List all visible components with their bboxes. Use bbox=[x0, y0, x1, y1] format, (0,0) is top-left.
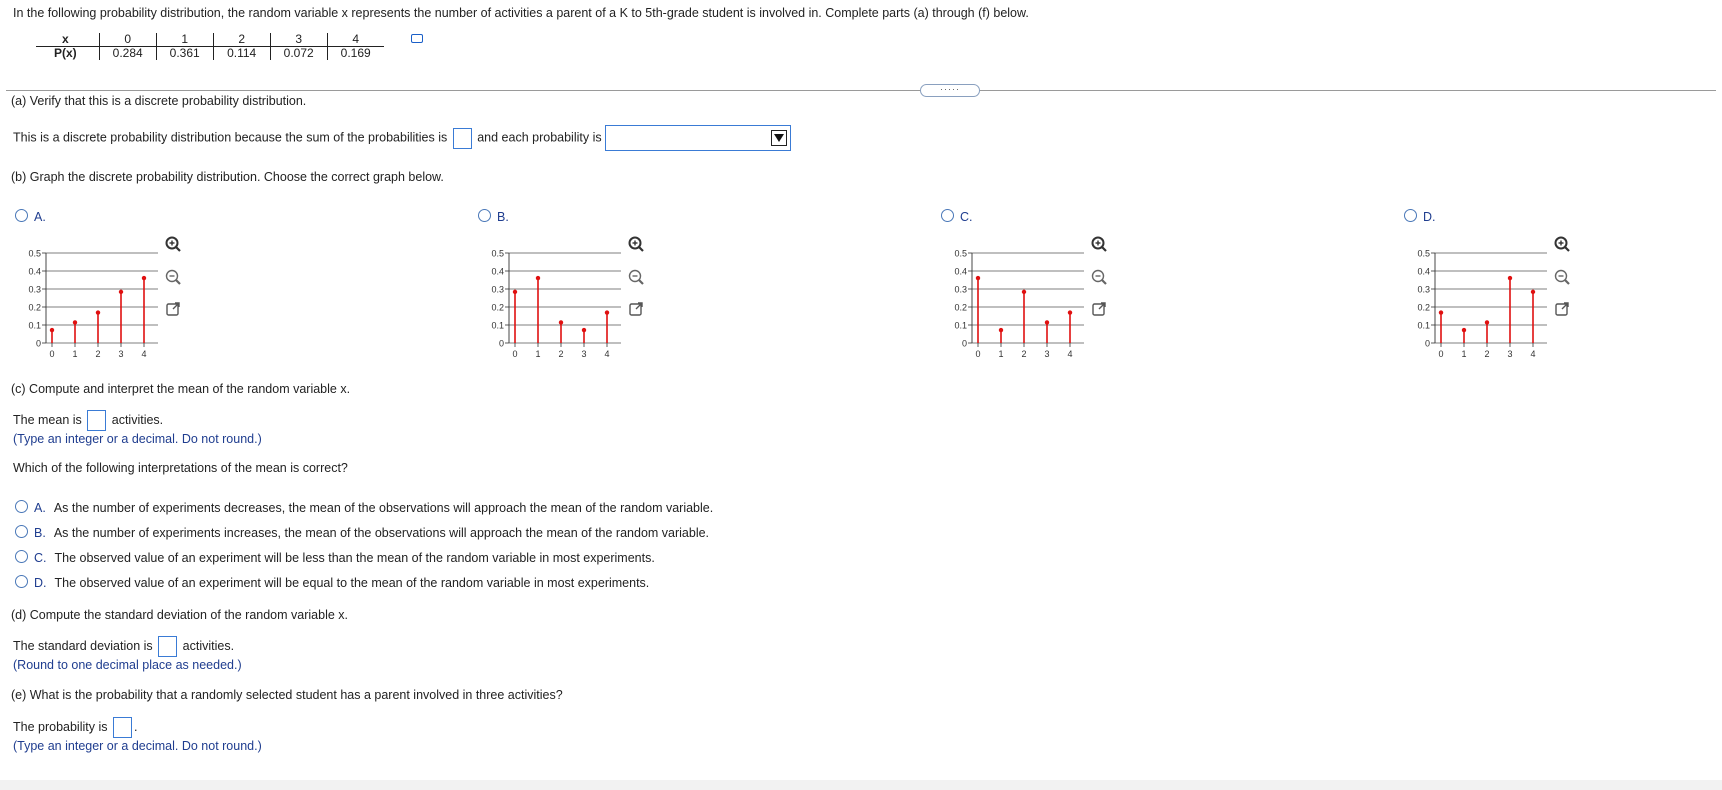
zoom-in-icon-svg bbox=[626, 234, 646, 254]
zoom-out-icon-svg bbox=[163, 267, 183, 287]
zoom-out-icon[interactable] bbox=[163, 267, 183, 287]
y-tick-label: 0.4 bbox=[954, 266, 967, 277]
graph-d bbox=[1399, 235, 1551, 359]
p-value: 0.072 bbox=[270, 47, 327, 61]
x-tick-label: 4 bbox=[141, 349, 147, 359]
x-tick-label: 3 bbox=[1044, 349, 1050, 359]
part-a-heading: (a) Verify that this is a discrete probability distribution. bbox=[11, 94, 307, 108]
handle bbox=[176, 280, 180, 284]
y-tick-label: 0.5 bbox=[28, 248, 41, 259]
part-a-answer-line bbox=[13, 125, 791, 151]
sum-answer-box[interactable] bbox=[453, 128, 472, 149]
bar-point-2 bbox=[96, 310, 100, 314]
y-tick-label: 0.3 bbox=[1417, 284, 1430, 295]
zoom-in-icon-svg bbox=[1552, 234, 1572, 254]
x-tick-label: 2 bbox=[558, 349, 564, 359]
mean-suffix: activities. bbox=[111, 412, 164, 427]
bar-chart-svg bbox=[473, 235, 625, 359]
x-value: 2 bbox=[213, 33, 270, 47]
radio-option-a[interactable] bbox=[15, 209, 28, 222]
part-d-heading: (d) Compute the standard deviation of the random variable x. bbox=[11, 608, 348, 622]
open-new-window-icon[interactable] bbox=[1089, 299, 1109, 319]
bar-point-2 bbox=[1485, 320, 1489, 324]
handle bbox=[1102, 280, 1106, 284]
y-tick-label: 0.4 bbox=[1417, 266, 1430, 277]
bar-chart-svg bbox=[1399, 235, 1551, 359]
zoom-out-icon[interactable] bbox=[626, 267, 646, 287]
part-b-heading: (b) Graph the discrete probability distribution. Choose the correct graph below. bbox=[11, 170, 444, 184]
p-value: 0.169 bbox=[327, 47, 384, 61]
bar-point-3 bbox=[1508, 276, 1512, 280]
y-tick-label: 0 bbox=[498, 338, 504, 349]
y-tick-label: 0.2 bbox=[954, 302, 967, 313]
bar-point-2 bbox=[1022, 290, 1026, 294]
x-tick-label: 4 bbox=[604, 349, 610, 359]
part-a-text-1: This is a discrete probability distribution because the sum of the probabilities is bbox=[13, 130, 448, 145]
graph-option-a[interactable]: A. bbox=[15, 209, 46, 224]
y-tick-label: 0.3 bbox=[491, 284, 504, 295]
bar-chart-svg bbox=[936, 235, 1088, 359]
zoom-in-icon-svg bbox=[1089, 234, 1109, 254]
x-value: 0 bbox=[99, 33, 156, 47]
y-tick-label: 0 bbox=[1424, 338, 1430, 349]
radio-option-d[interactable] bbox=[1404, 209, 1417, 222]
x-tick-label: 0 bbox=[512, 349, 518, 359]
x-tick-label: 3 bbox=[581, 349, 587, 359]
radio-option-b[interactable] bbox=[478, 209, 491, 222]
px-header: P(x) bbox=[54, 46, 77, 60]
part-a-text-2: and each probability is bbox=[477, 130, 602, 145]
radio-interp-d[interactable] bbox=[15, 575, 28, 588]
y-tick-label: 0.3 bbox=[28, 284, 41, 295]
radio-interp-b[interactable] bbox=[15, 525, 28, 538]
prob-line bbox=[13, 717, 137, 738]
part-c-heading: (c) Compute and interpret the mean of the random variable x. bbox=[11, 382, 351, 396]
footer-bar bbox=[0, 780, 1722, 790]
graph-option-d[interactable]: D. bbox=[1404, 209, 1436, 224]
probability-table bbox=[36, 33, 384, 60]
mean-answer-box[interactable] bbox=[87, 410, 106, 431]
mean-hint: (Type an integer or a decimal. Do not round.) bbox=[13, 432, 262, 446]
x-tick-label: 2 bbox=[95, 349, 101, 359]
radio-interp-a[interactable] bbox=[15, 500, 28, 513]
graph-option-b[interactable]: B. bbox=[478, 209, 509, 224]
zoom-out-icon[interactable] bbox=[1552, 267, 1572, 287]
interpretation-option-b[interactable]: B. As the number of experiments increases, the mean of the observations will approach the mean of the random variable. bbox=[15, 525, 709, 540]
x-header: x bbox=[36, 33, 99, 47]
prob-suffix: . bbox=[133, 719, 138, 734]
copy-table-icon[interactable] bbox=[411, 34, 423, 43]
y-tick-label: 0.5 bbox=[491, 248, 504, 259]
sd-answer-box[interactable] bbox=[158, 636, 177, 657]
bar-point-3 bbox=[119, 290, 123, 294]
open-new-window-icon[interactable] bbox=[163, 299, 183, 319]
zoom-out-icon-svg bbox=[1552, 267, 1572, 287]
interpretation-question: Which of the following interpretations of the mean is correct? bbox=[13, 461, 348, 475]
x-tick-label: 1 bbox=[535, 349, 541, 359]
p-value: 0.361 bbox=[156, 47, 213, 61]
sd-hint: (Round to one decimal place as needed.) bbox=[13, 658, 242, 672]
bar-point-1 bbox=[999, 328, 1003, 332]
bar-point-3 bbox=[1045, 320, 1049, 324]
open-new-window-icon[interactable] bbox=[626, 299, 646, 319]
handle bbox=[1102, 247, 1106, 251]
y-tick-label: 0.1 bbox=[954, 320, 967, 331]
x-value: 1 bbox=[156, 33, 213, 47]
bar-point-1 bbox=[536, 276, 540, 280]
x-tick-label: 1 bbox=[998, 349, 1004, 359]
bar-point-0 bbox=[1439, 310, 1443, 314]
mean-prefix: The mean is bbox=[13, 412, 82, 427]
bar-point-4 bbox=[142, 276, 146, 280]
interpretation-option-d[interactable]: D. The observed value of an experiment will be equal to the mean of the random variable in most experiments. bbox=[15, 575, 649, 590]
bar-point-0 bbox=[513, 290, 517, 294]
bar-point-4 bbox=[1531, 290, 1535, 294]
y-tick-label: 0.1 bbox=[1417, 320, 1430, 331]
y-tick-label: 0.5 bbox=[1417, 248, 1430, 259]
x-tick-label: 4 bbox=[1530, 349, 1536, 359]
x-tick-label: 1 bbox=[1461, 349, 1467, 359]
zoom-in-icon[interactable] bbox=[626, 234, 646, 254]
bar-chart-svg bbox=[10, 235, 162, 359]
x-value: 4 bbox=[327, 33, 384, 47]
radio-interp-c[interactable] bbox=[15, 550, 28, 563]
prob-hint: (Type an integer or a decimal. Do not round.) bbox=[13, 739, 262, 753]
p-value: 0.114 bbox=[213, 47, 270, 61]
y-tick-label: 0.2 bbox=[491, 302, 504, 313]
x-tick-label: 2 bbox=[1484, 349, 1490, 359]
graph-b bbox=[473, 235, 625, 359]
y-tick-label: 0.2 bbox=[28, 302, 41, 313]
handle bbox=[176, 247, 180, 251]
y-tick-label: 0.4 bbox=[491, 266, 504, 277]
sd-line bbox=[13, 636, 234, 657]
x-tick-label: 0 bbox=[49, 349, 55, 359]
interpretation-option-c[interactable]: C. The observed value of an experiment will be less than the mean of the random variable in most experiments. bbox=[15, 550, 655, 565]
y-tick-label: 0 bbox=[961, 338, 967, 349]
x-value: 3 bbox=[270, 33, 327, 47]
zoom-in-icon[interactable] bbox=[1552, 234, 1572, 254]
bar-point-1 bbox=[1462, 328, 1466, 332]
bar-point-4 bbox=[605, 310, 609, 314]
interpretation-option-a[interactable]: A. As the number of experiments decreases, the mean of the observations will approach the mean of the random variable. bbox=[15, 500, 713, 515]
graph-option-c[interactable]: C. bbox=[941, 209, 973, 224]
open-new-window-icon[interactable] bbox=[1552, 299, 1572, 319]
open-new-window-icon-svg bbox=[163, 299, 183, 319]
open-new-window-icon-svg bbox=[1552, 299, 1572, 319]
p-value: 0.284 bbox=[99, 47, 156, 61]
bar-point-0 bbox=[976, 276, 980, 280]
part-e-heading: (e) What is the probability that a randomly selected student has a parent involved in three activities? bbox=[11, 688, 563, 702]
y-tick-label: 0.1 bbox=[28, 320, 41, 331]
bar-point-4 bbox=[1068, 310, 1072, 314]
bar-point-3 bbox=[582, 328, 586, 332]
open-new-window-icon-svg bbox=[626, 299, 646, 319]
zoom-out-icon[interactable] bbox=[1089, 267, 1109, 287]
y-tick-label: 0.1 bbox=[491, 320, 504, 331]
open-new-window-icon-svg bbox=[1089, 299, 1109, 319]
x-tick-label: 4 bbox=[1067, 349, 1073, 359]
radio-option-c[interactable] bbox=[941, 209, 954, 222]
graph-a bbox=[10, 235, 162, 359]
x-tick-label: 1 bbox=[72, 349, 78, 359]
divider bbox=[6, 90, 1716, 91]
dropdown-arrow-icon[interactable] bbox=[771, 130, 787, 146]
bar-point-2 bbox=[559, 320, 563, 324]
handle bbox=[639, 247, 643, 251]
probability-dropdown[interactable] bbox=[605, 125, 791, 151]
y-tick-label: 0.5 bbox=[954, 248, 967, 259]
y-tick-label: 0.2 bbox=[1417, 302, 1430, 313]
handle bbox=[639, 280, 643, 284]
problem-intro: In the following probability distribution, the random variable x represents the number of activities a parent of a K to 5th-grade student is involved in. Complete parts (a) through (f) below. bbox=[13, 6, 1029, 20]
y-tick-label: 0 bbox=[35, 338, 41, 349]
x-tick-label: 0 bbox=[975, 349, 981, 359]
sd-prefix: The standard deviation is bbox=[13, 638, 153, 653]
mean-line bbox=[13, 410, 163, 431]
sd-suffix: activities. bbox=[182, 638, 235, 653]
bar-point-0 bbox=[50, 328, 54, 332]
zoom-in-icon[interactable] bbox=[163, 234, 183, 254]
handle bbox=[1565, 247, 1569, 251]
y-tick-label: 0.3 bbox=[954, 284, 967, 295]
y-tick-label: 0.4 bbox=[28, 266, 41, 277]
zoom-out-icon-svg bbox=[626, 267, 646, 287]
x-tick-label: 3 bbox=[1507, 349, 1513, 359]
x-tick-label: 0 bbox=[1438, 349, 1444, 359]
x-tick-label: 2 bbox=[1021, 349, 1027, 359]
bar-point-1 bbox=[73, 320, 77, 324]
handle bbox=[1565, 280, 1569, 284]
zoom-out-icon-svg bbox=[1089, 267, 1109, 287]
zoom-in-icon-svg bbox=[163, 234, 183, 254]
expand-handle[interactable]: ····· bbox=[920, 84, 980, 97]
prob-prefix: The probability is bbox=[13, 719, 108, 734]
zoom-in-icon[interactable] bbox=[1089, 234, 1109, 254]
prob-answer-box[interactable] bbox=[113, 717, 132, 738]
x-tick-label: 3 bbox=[118, 349, 124, 359]
graph-c bbox=[936, 235, 1088, 359]
